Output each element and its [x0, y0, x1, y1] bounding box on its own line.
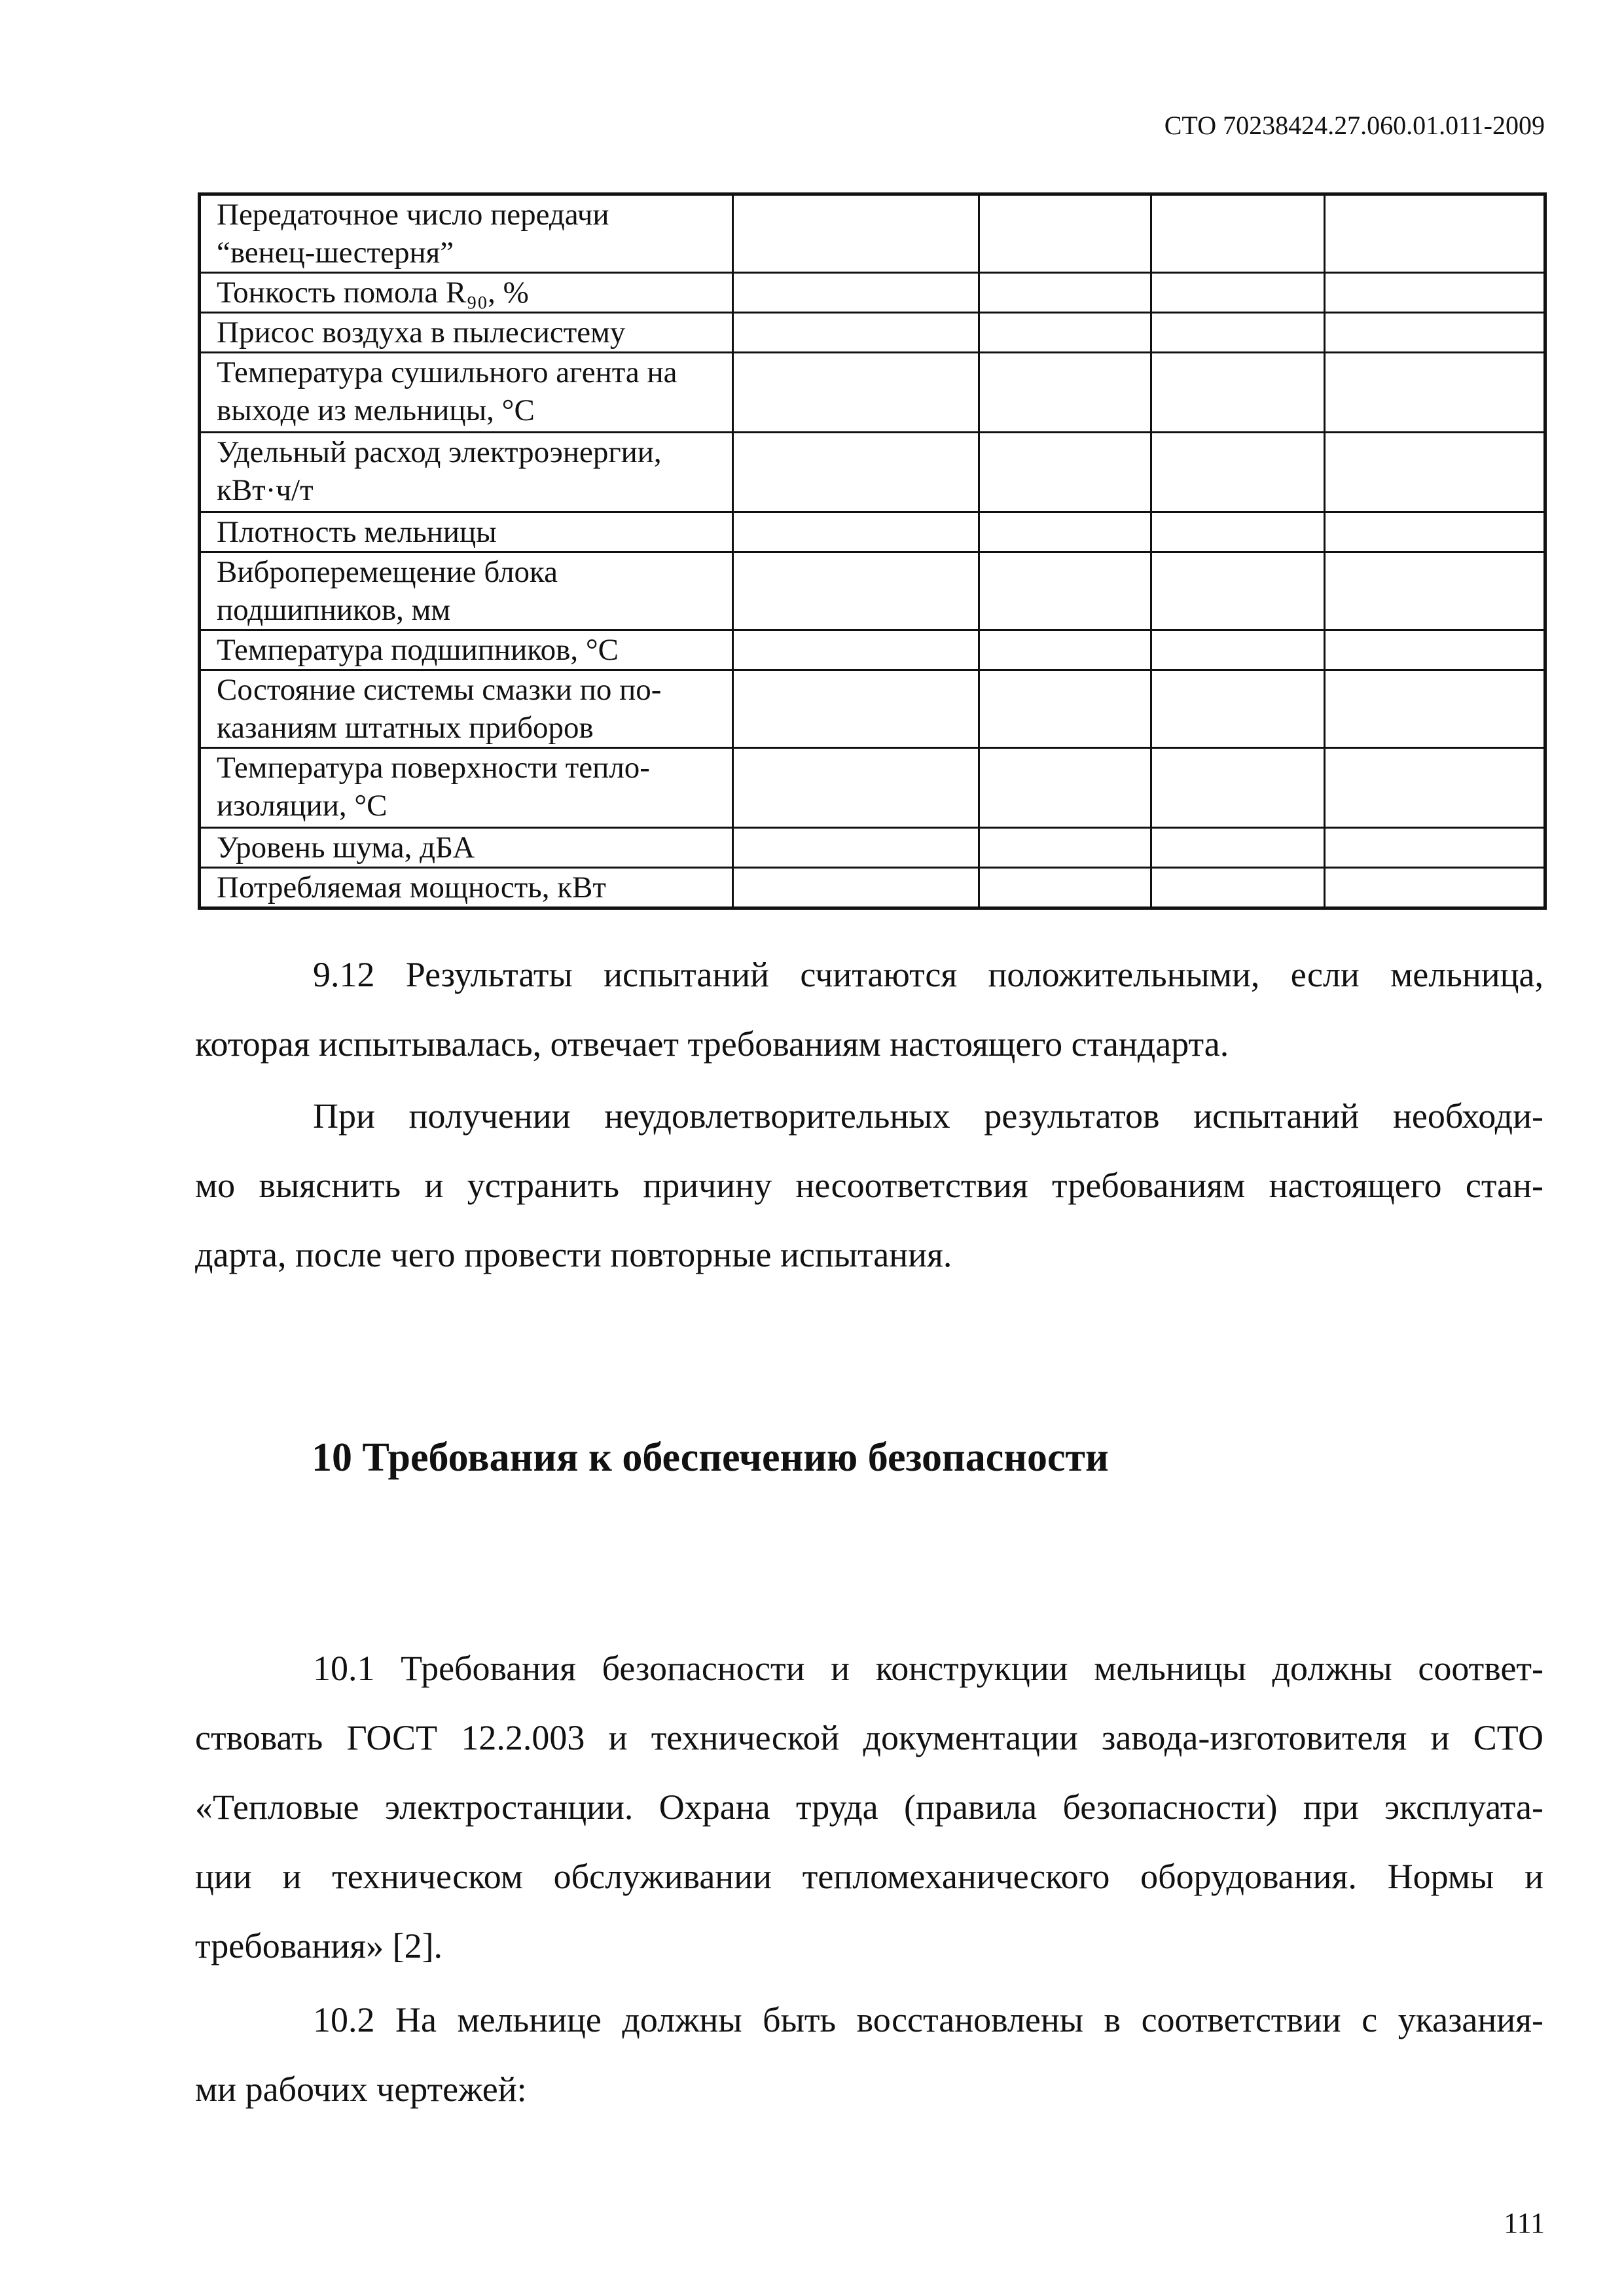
page-number: 111 [1504, 2207, 1545, 2239]
paragraph-line: дарта, после чего провести повторные испытания. [195, 1235, 952, 1274]
empty-value-cell [1151, 512, 1325, 552]
table-row [200, 868, 1545, 908]
empty-value-cell [733, 273, 979, 313]
empty-value-cell [733, 512, 979, 552]
parameter-label-cell [200, 552, 733, 630]
empty-value-cell [1151, 194, 1325, 273]
parameter-label-cell [200, 670, 733, 748]
parameter-label-cell [200, 828, 733, 868]
parameter-label-line: Потребляемая мощность, кВт [217, 870, 606, 905]
parameter-label-line: Удельный расход электроэнергии, [217, 435, 662, 469]
parameter-label-line: Виброперемещение блока [217, 555, 558, 589]
empty-value-cell [1325, 828, 1545, 868]
table-row [200, 828, 1545, 868]
empty-value-cell [1151, 313, 1325, 353]
empty-value-cell [979, 512, 1151, 552]
table-row [200, 670, 1545, 748]
table-row [200, 273, 1545, 313]
empty-value-cell [1325, 313, 1545, 353]
parameter-label-line: “венец-шестерня” [217, 236, 454, 270]
empty-value-cell [733, 748, 979, 828]
empty-value-cell [1325, 670, 1545, 748]
empty-value-cell [1325, 512, 1545, 552]
paragraph-line: «Тепловые электростанции. Охрана труда (правила безопасности) при эксплуата- [195, 1787, 1543, 1827]
parameter-label-cell [200, 313, 733, 353]
empty-value-cell [1151, 433, 1325, 512]
table-row [200, 353, 1545, 433]
empty-value-cell [733, 194, 979, 273]
table-row [200, 194, 1545, 273]
empty-value-cell [1325, 868, 1545, 908]
empty-value-cell [1151, 670, 1325, 748]
empty-value-cell [733, 552, 979, 630]
paragraph-line: требования» [2]. [195, 1926, 443, 1965]
parameter-label-line: казаниям штатных приборов [217, 711, 594, 745]
paragraph-line: мо выяснить и устранить причину несоответствия требованиям настоящего стан- [195, 1166, 1543, 1205]
empty-value-cell [979, 353, 1151, 433]
paragraph-10-1 [195, 1634, 1543, 1981]
parameter-label-line: подшипников, мм [217, 593, 451, 627]
table-row [200, 313, 1545, 353]
empty-value-cell [1325, 353, 1545, 433]
empty-value-cell [979, 630, 1151, 670]
paragraph-line: ми рабочих чертежей: [195, 2070, 527, 2109]
parameter-label-cell [200, 273, 733, 313]
empty-value-cell [733, 313, 979, 353]
parameter-label-line: Уровень шума, дБА [217, 831, 475, 865]
paragraph-line: ции и техническом обслуживании тепломеханического оборудования. Нормы и [195, 1857, 1543, 1896]
empty-value-cell [733, 670, 979, 748]
paragraph-line: которая испытывалась, отвечает требованиям настоящего стандарта. [195, 1024, 1229, 1064]
parameter-label-line: Состояние системы смазки по по- [217, 673, 662, 707]
paragraph-9-12 [195, 940, 1543, 1079]
parameter-label-line: кВт·ч/т [217, 473, 314, 507]
empty-value-cell [1325, 552, 1545, 630]
parameter-label-cell [200, 868, 733, 908]
empty-value-cell [1151, 353, 1325, 433]
empty-value-cell [979, 194, 1151, 273]
empty-value-cell [979, 433, 1151, 512]
document-code: СТО 70238424.27.060.01.011-2009 [1164, 111, 1545, 140]
empty-value-cell [1151, 868, 1325, 908]
empty-value-cell [979, 670, 1151, 748]
parameter-label-cell [200, 512, 733, 552]
table-row [200, 433, 1545, 512]
table-row [200, 512, 1545, 552]
empty-value-cell [733, 353, 979, 433]
table-row [200, 552, 1545, 630]
empty-value-cell [979, 748, 1151, 828]
paragraph-line: 10.1 Требования безопасности и конструкции мельницы должны соответ- [313, 1649, 1543, 1688]
empty-value-cell [1325, 194, 1545, 273]
paragraph-line: 10.2 На мельнице должны быть восстановлены в соответствии с указания- [313, 2000, 1543, 2039]
parameter-label-cell [200, 353, 733, 433]
parameter-label-line: Присос воздуха в пылесистему [217, 315, 626, 350]
parameter-label-cell [200, 748, 733, 828]
empty-value-cell [733, 630, 979, 670]
paragraph-unsatisfactory-results [195, 1081, 1543, 1289]
parameter-label-line: Передаточное число передачи [217, 198, 609, 232]
empty-value-cell [1151, 748, 1325, 828]
table-row [200, 748, 1545, 828]
parameter-label-line: Плотность мельницы [217, 515, 497, 549]
empty-value-cell [733, 433, 979, 512]
empty-value-cell [1325, 273, 1545, 313]
empty-value-cell [979, 828, 1151, 868]
parameter-label-line: Температура поверхности тепло- [217, 751, 650, 785]
paragraph-line: ствовать ГОСТ 12.2.003 и технической документации завода-изготовителя и СТО [195, 1718, 1543, 1757]
empty-value-cell [1151, 273, 1325, 313]
parameter-label-cell [200, 194, 733, 273]
parameters-table [198, 192, 1547, 910]
paragraph-10-2 [195, 1985, 1543, 2124]
parameter-label-cell [200, 630, 733, 670]
parameter-label-line: изоляции, °С [217, 789, 388, 823]
empty-value-cell [979, 868, 1151, 908]
empty-value-cell [1325, 748, 1545, 828]
paragraph-line: При получении неудовлетворительных результатов испытаний необходи- [313, 1096, 1543, 1136]
parameter-label-line: Температура подшипников, °С [217, 633, 619, 667]
table-row [200, 630, 1545, 670]
empty-value-cell [1325, 433, 1545, 512]
empty-value-cell [979, 313, 1151, 353]
paragraph-line: 9.12 Результаты испытаний считаются положительными, если мельница, [313, 955, 1543, 994]
empty-value-cell [733, 868, 979, 908]
parameter-label-line: Тонкость помола R₉₀, % [217, 276, 529, 310]
empty-value-cell [979, 273, 1151, 313]
empty-value-cell [1151, 552, 1325, 630]
parameter-label-cell [200, 433, 733, 512]
empty-value-cell [979, 552, 1151, 630]
empty-value-cell [733, 828, 979, 868]
empty-value-cell [1325, 630, 1545, 670]
section-heading: 10 Требования к обеспечению безопасности [312, 1435, 1109, 1480]
parameter-label-line: выходе из мельницы, °С [217, 393, 535, 427]
parameter-label-line: Температура сушильного агента на [217, 355, 677, 389]
empty-value-cell [1151, 630, 1325, 670]
empty-value-cell [1151, 828, 1325, 868]
